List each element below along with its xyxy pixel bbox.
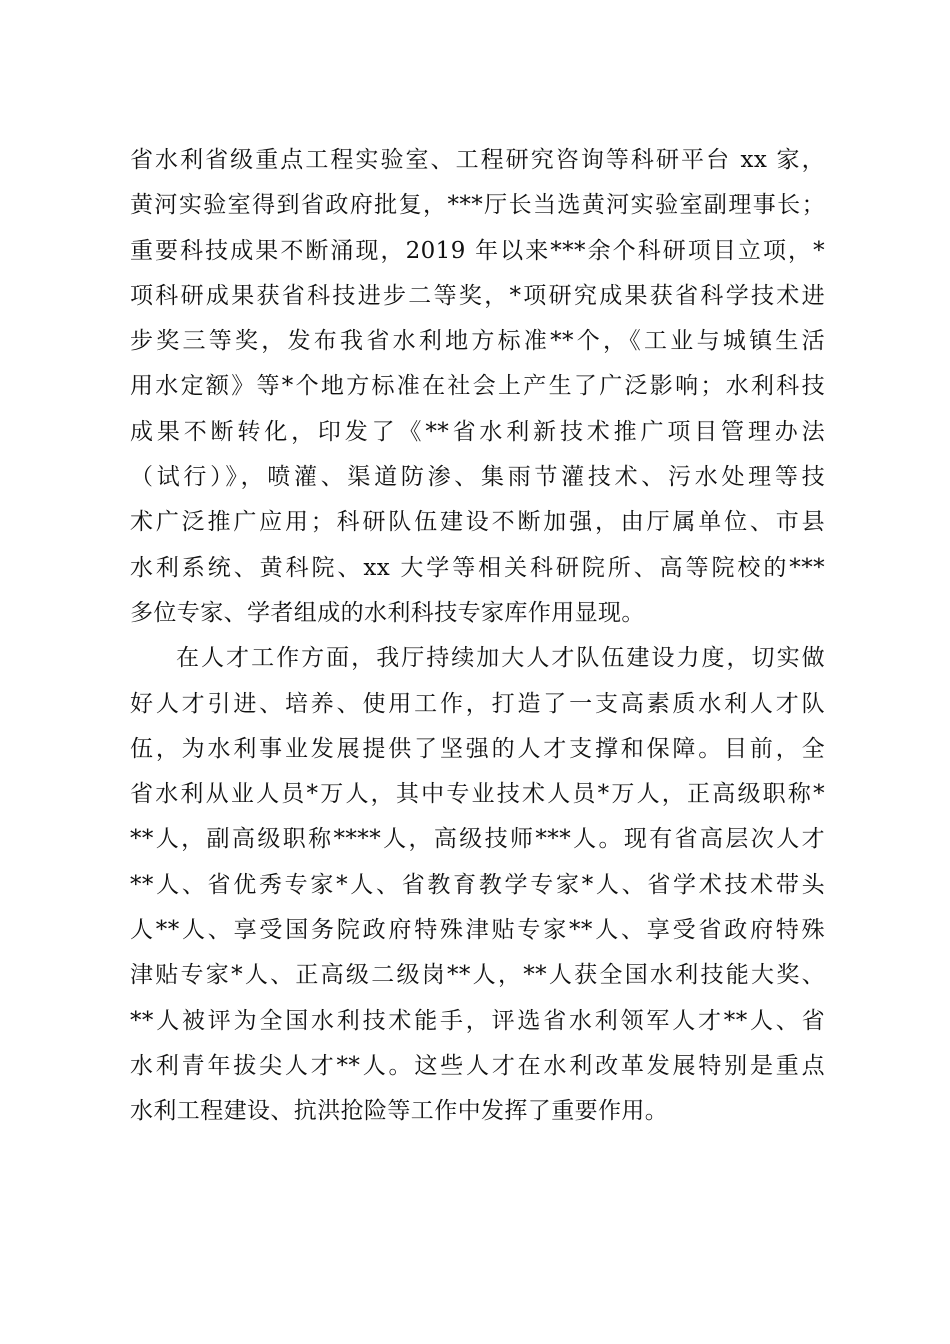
text-line: 重要科技成果不断涌现，2019 年以来***余个科研项目立项，* [130, 237, 825, 264]
text-line: 术广泛推广应用；科研队伍建设不断加强，由厅属单位、市县 [130, 509, 825, 536]
text-line: 项科研成果获省科技进步二等奖，*项研究成果获省科学技术进 [130, 282, 825, 309]
text-line: 津贴专家*人、正高级二级岗**人，**人获全国水利技能大奖、 [130, 962, 825, 989]
text-line: 步奖三等奖，发布我省水利地方标准**个，《工业与城镇生活 [130, 328, 825, 355]
text-line: 多位专家、学者组成的水利科技专家库作用显现。 [130, 599, 645, 626]
text-line: 水利工程建设、抗洪抢险等工作中发挥了重要作用。 [130, 1098, 669, 1125]
text-line: 成果不断转化，印发了《**省水利新技术推广项目管理办法 [130, 418, 825, 445]
text-line: 水利系统、黄科院、xx 大学等相关科研院所、高等院校的*** [130, 554, 825, 581]
paragraph-talent-work [130, 636, 825, 1134]
text-line: 伍，为水利事业发展提供了坚强的人才支撑和保障。目前，全 [130, 735, 825, 762]
text-line: 省水利省级重点工程实验室、工程研究咨询等科研平台 xx 家， [130, 147, 825, 173]
text-line: **人、省优秀专家*人、省教育教学专家*人、省学术技术带头 [130, 871, 825, 898]
text-line: **人，副高级职称****人，高级技师***人。现有省高层次人才 [130, 826, 825, 853]
text-line: 黄河实验室得到省政府批复，***厅长当选黄河实验室副理事长； [130, 192, 825, 219]
text-line: 好人才引进、培养、使用工作，打造了一支高素质水利人才队 [130, 690, 825, 717]
text-line: 人**人、享受国务院政府特殊津贴专家**人、享受省政府特殊 [130, 917, 825, 944]
text-line: 在人才工作方面，我厅持续加大人才队伍建设力度，切实做 [176, 645, 825, 672]
text-line: （试行）》，喷灌、渠道防渗、集雨节灌技术、污水处理等技 [130, 464, 825, 491]
text-line: 省水利从业人员*万人，其中专业技术人员*万人，正高级职称* [130, 781, 825, 808]
text-line: 水利青年拔尖人才**人。这些人才在水利改革发展特别是重点 [130, 1052, 825, 1079]
text-line: **人被评为全国水利技术能手，评选省水利领军人才**人、省 [130, 1007, 825, 1034]
document-body [130, 138, 825, 1135]
text-line: 用水定额》等*个地方标准在社会上产生了广泛影响；水利科技 [130, 373, 825, 400]
paragraph-research-achievements [130, 138, 825, 636]
